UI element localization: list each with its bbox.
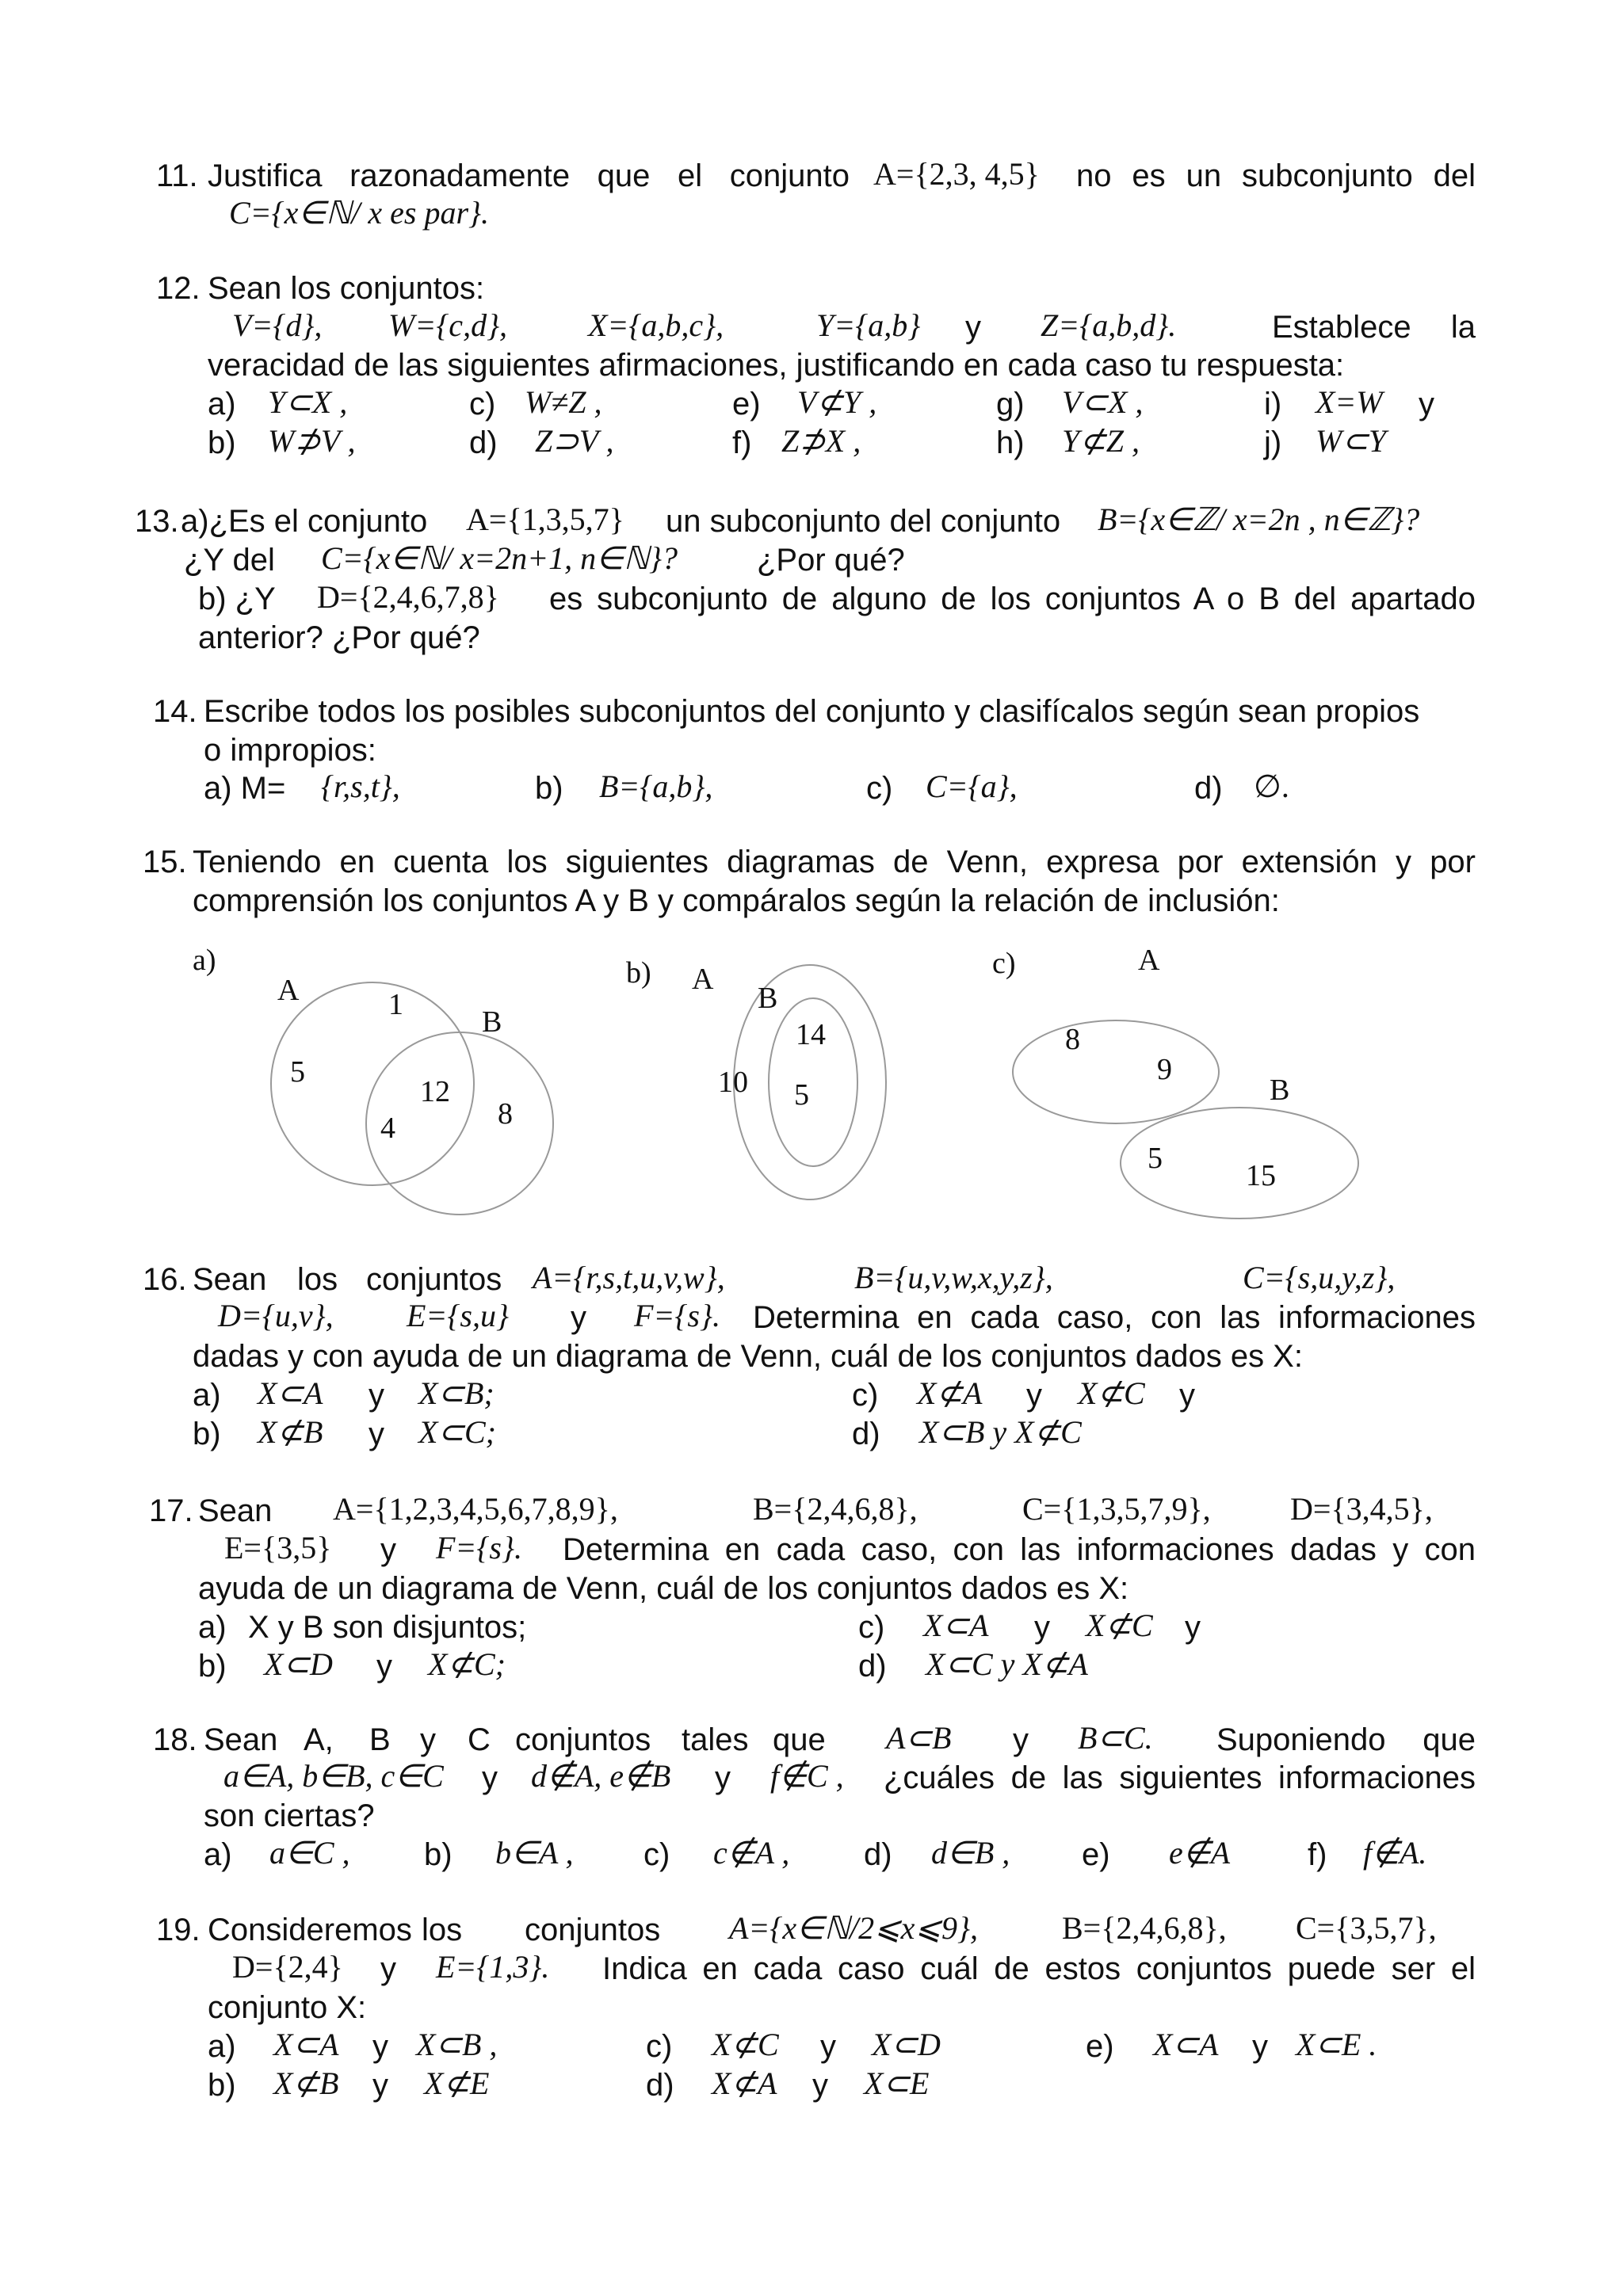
set-expression: A⊂B [886, 1720, 952, 1756]
exercise-text: Establece la [1272, 310, 1476, 345]
item-expression: X⊂A [923, 1608, 989, 1643]
conjunction: y [1034, 1610, 1050, 1645]
set-expression: D={2,4,6,7,8} [317, 579, 499, 615]
exercise-number: 15. [143, 845, 187, 879]
set-expression: F={s}. [436, 1530, 522, 1566]
set-expression: C={x∈ℕ/ x=2n+1, n∈ℕ}? [321, 540, 678, 576]
item-label: e) [1082, 1837, 1110, 1872]
exercise-number: 19. [156, 1913, 200, 1947]
exercise-text: Determina en cada caso, con las informaciones dadas y con [563, 1532, 1476, 1567]
exercise-text: b) ¿Y [198, 582, 276, 616]
item-label: i) [1264, 387, 1282, 421]
set-expression: A={x∈ℕ/2⩽x⩽9}, [729, 1910, 978, 1946]
item-label: a) [193, 1378, 221, 1413]
set-expression: Z={a,b,d}. [1041, 307, 1177, 343]
item-expression: X⊄E [424, 2065, 490, 2101]
element: 15 [1246, 1159, 1276, 1192]
item-label: d) [646, 2068, 674, 2103]
item-expression: X⊄A [917, 1375, 983, 1411]
item-expression: X⊂C; [418, 1414, 496, 1450]
element: 4 [380, 1112, 395, 1145]
set-expression: E={1,3}. [436, 1949, 550, 1985]
item-expression: b∈A , [495, 1835, 574, 1871]
item-expression: X⊂A [273, 2027, 339, 2062]
conjunction: y [571, 1300, 586, 1335]
exercise-text: no es un subconjunto del [1076, 158, 1476, 193]
item-expression: X⊄A [712, 2065, 777, 2101]
item-label: d) [864, 1837, 892, 1872]
element: 1 [388, 988, 403, 1021]
conjunction: y [1419, 387, 1434, 421]
set-a-label: A [692, 963, 714, 996]
item-label: d) [1194, 771, 1223, 806]
exercise-text: son ciertas? [204, 1798, 375, 1833]
exercise-text: Suponiendo que [1216, 1722, 1476, 1757]
element: 5 [1148, 1142, 1163, 1175]
set-b-label: B [758, 982, 778, 1015]
set-b-label: B [1270, 1074, 1290, 1107]
item-expression: W⊅V , [268, 423, 356, 459]
exercise-number: 12. [156, 271, 200, 306]
set-expression: D={3,4,5}, [1290, 1491, 1433, 1527]
set-expression: A={1,3,5,7} [466, 502, 624, 537]
set-expression: B={x∈ℤ/ x=2n , n∈ℤ}? [1098, 502, 1420, 537]
item-label: c) [866, 771, 893, 806]
conjunction: y [369, 1417, 384, 1451]
element: 5 [290, 1055, 305, 1089]
exercise-number: 13. [135, 504, 179, 539]
set-expression: C={x∈ℕ/ x es par}. [229, 195, 490, 231]
set-expression: D={2,4} [232, 1949, 343, 1985]
item-label: b) [208, 425, 236, 460]
item-expression: a∈C , [269, 1835, 350, 1871]
item-label: b) [198, 1649, 227, 1684]
set-expression: A={2,3, 4,5} [873, 156, 1040, 192]
exercise-text: C [468, 1722, 491, 1757]
item-expression: V⊂X , [1062, 384, 1144, 420]
item-label: c) [646, 2029, 673, 2064]
item-expression: X⊂B , [416, 2027, 498, 2062]
conjunction: y [1013, 1722, 1029, 1757]
set-expression: d∉A, e∉B [531, 1758, 671, 1794]
item-expression: W⊂Y [1316, 423, 1387, 459]
set-expression: C={s,u,y,z}, [1243, 1260, 1396, 1295]
conjunction: y [1026, 1378, 1042, 1413]
conjunction: y [812, 2068, 828, 2103]
set-a-label: A [1138, 944, 1160, 977]
element: 8 [498, 1097, 513, 1131]
venn-diagram-b [626, 956, 886, 1199]
item-label: j) [1264, 425, 1282, 460]
exercise-text: ¿Y del [184, 543, 275, 578]
item-expression: X⊂D [872, 2027, 941, 2062]
exercise-text: comprensión los conjuntos A y B y compáralos según la relación de inclusión: [193, 883, 1280, 918]
exercise-text: veracidad de las siguientes afirmaciones, justificando en cada caso tu respuesta: [208, 348, 1345, 383]
exercise-text: Sean [193, 1262, 267, 1297]
item-label: b) [535, 771, 563, 806]
set-expression: B={u,v,w,x,y,z}, [854, 1260, 1053, 1295]
item-label: d) [852, 1417, 880, 1451]
exercise-text: los [297, 1262, 338, 1297]
set-a-label: A [277, 974, 300, 1007]
item-expression: X⊄C; [428, 1646, 506, 1682]
exercise-number: 11. [156, 158, 198, 193]
item-expression: X⊄B [258, 1414, 323, 1450]
item-expression: X⊄B [273, 2065, 339, 2101]
item-label: f) [732, 425, 752, 460]
exercise-text: los [422, 1913, 463, 1947]
item-label: a) [208, 387, 236, 421]
item-text: X y B son disjuntos; [248, 1610, 527, 1645]
exercise-number: 14. [153, 694, 197, 729]
set-expression: F={s}. [634, 1298, 720, 1333]
item-expression: X=W [1316, 384, 1383, 420]
exercise-text: Sean los conjuntos: [208, 271, 485, 306]
item-label: e) [1086, 2029, 1114, 2064]
set-expression: E={s,u} [407, 1298, 509, 1333]
item-expression: {r,s,t}, [321, 769, 400, 804]
item-expression: B={a,b}, [599, 769, 713, 804]
exercise-text: un subconjunto del conjunto [666, 504, 1061, 539]
diagram-label: c) [992, 947, 1016, 980]
exercise-text: Sean [198, 1493, 273, 1528]
item-label: e) [732, 387, 761, 421]
set-expression: X={a,b,c}, [588, 307, 724, 343]
set-expression: E={3,5} [224, 1530, 332, 1566]
exercise-text: dadas y con ayuda de un diagrama de Venn, cuál de los conjuntos dados es X: [193, 1339, 1303, 1374]
element: 8 [1065, 1023, 1080, 1056]
set-expression: W={c,d}, [388, 307, 508, 343]
conjunction: y [820, 2029, 836, 2064]
diagram-label: b) [626, 956, 651, 990]
exercise-text: Teniendo en cuenta los siguientes diagramas de Venn, expresa por extensión y por [193, 845, 1476, 879]
set-expression: D={u,v}, [218, 1298, 334, 1333]
item-label: a) [198, 1610, 227, 1645]
item-expression: ∅. [1254, 769, 1289, 804]
exercise-text: tales [682, 1722, 749, 1757]
exercise-text: Escribe todos los posibles subconjuntos del conjunto y clasifícalos según sean propios [204, 694, 1420, 729]
item-expression: d∈B , [931, 1835, 1010, 1871]
set-expression: B={2,4,6,8}, [753, 1491, 918, 1527]
item-label: c) [469, 387, 496, 421]
item-label: g) [996, 387, 1025, 421]
item-label: b) [193, 1417, 221, 1451]
element: 10 [718, 1066, 748, 1099]
item-expression: X⊂E . [1296, 2027, 1377, 2062]
item-label: b) [208, 2068, 236, 2103]
conjunction: y [369, 1378, 384, 1413]
set-a-circle [1013, 1020, 1219, 1123]
conjunction: y [965, 310, 981, 345]
exercise-text: o impropios: [204, 733, 376, 768]
item-expression: X⊂D [264, 1646, 333, 1682]
exercise-text: Indica en cada caso cuál de estos conjuntos puede ser el [602, 1951, 1476, 1986]
item-expression: X⊂C y X⊄A [926, 1646, 1088, 1682]
exercise-text: conjuntos [515, 1722, 651, 1757]
set-expression: C={1,3,5,7,9}, [1022, 1491, 1211, 1527]
exercise-text: ¿cuáles de las siguientes informaciones [884, 1760, 1476, 1795]
set-a-circle [734, 965, 886, 1199]
item-expression: C={a}, [926, 769, 1018, 804]
conjunction: y [376, 1649, 392, 1684]
set-expression: B={2,4,6,8}, [1062, 1910, 1227, 1946]
exercise-text: conjunto X: [208, 1990, 367, 2025]
exercise-text: ¿Por qué? [757, 543, 905, 578]
item-label: d) [469, 425, 498, 460]
conjunction: y [1185, 1610, 1201, 1645]
conjunction: y [715, 1760, 731, 1795]
item-label: c) [852, 1378, 879, 1413]
item-expression: X⊄C [1086, 1608, 1153, 1643]
item-expression: X⊄C [1078, 1375, 1145, 1411]
conjunction: y [1252, 2029, 1268, 2064]
item-expression: X⊂A [1153, 2027, 1219, 2062]
item-expression: X⊂A [258, 1375, 323, 1411]
exercise-text: A, [304, 1722, 334, 1757]
exercise-text: anterior? ¿Por qué? [198, 620, 480, 655]
conjunction: y [1179, 1378, 1195, 1413]
item-label: h) [996, 425, 1025, 460]
set-expression: B⊂C. [1078, 1720, 1153, 1756]
item-label: f) [1308, 1837, 1327, 1872]
set-expression: C={3,5,7}, [1296, 1910, 1437, 1946]
element: 14 [796, 1018, 826, 1051]
set-b-label: B [482, 1005, 502, 1039]
item-label: a) [208, 2029, 236, 2064]
exercise-text: a)¿Es el conjunto [181, 504, 428, 539]
set-expression: V={d}, [232, 307, 323, 343]
item-expression: e∉A [1169, 1835, 1231, 1871]
set-expression: Y={a,b} [816, 307, 921, 343]
item-label: c) [858, 1610, 885, 1645]
item-expression: X⊂E [864, 2065, 930, 2101]
exercise-text: ayuda de un diagrama de Venn, cuál de los conjuntos dados es X: [198, 1571, 1129, 1606]
conjunction: y [372, 2068, 388, 2103]
item-label: b) [424, 1837, 453, 1872]
item-expression: V⊄Y , [797, 384, 877, 420]
item-expression: Y⊄Z , [1062, 423, 1140, 459]
item-expression: X⊂B y X⊄C [919, 1414, 1082, 1450]
set-expression: a∈A, b∈B, c∈C [223, 1758, 444, 1794]
exercise-text: que [773, 1722, 826, 1757]
conjunction: y [380, 1532, 396, 1567]
exercise-number: 17. [149, 1493, 193, 1528]
venn-diagram-c [992, 944, 1358, 1219]
item-label: a) M= [204, 771, 286, 806]
item-label: c) [643, 1837, 670, 1872]
exercise-number: 16. [143, 1262, 187, 1297]
item-expression: W≠Z , [525, 384, 602, 420]
exercise-text: y [420, 1722, 436, 1757]
element: 12 [420, 1075, 450, 1108]
item-expression: c∉A , [713, 1835, 790, 1871]
set-expression: A={r,s,t,u,v,w}, [533, 1260, 725, 1295]
set-expression: A={1,2,3,4,5,6,7,8,9}, [333, 1491, 618, 1527]
exercise-text: Determina en cada caso, con las informaciones [753, 1300, 1476, 1335]
element: 5 [794, 1078, 809, 1112]
exercise-text: Consideremos [208, 1913, 412, 1947]
item-expression: Z⊅X , [781, 423, 861, 459]
conjunction: y [380, 1951, 396, 1986]
venn-diagram-a [193, 944, 553, 1215]
item-expression: Y⊂X , [268, 384, 348, 420]
element: 9 [1157, 1053, 1172, 1086]
exercise-text: es subconjunto de alguno de los conjuntos A o B del apartado [549, 582, 1476, 616]
item-expression: X⊂B; [418, 1375, 495, 1411]
conjunction: y [482, 1760, 498, 1795]
diagram-label: a) [193, 944, 216, 977]
item-label: a) [204, 1837, 232, 1872]
exercise-text: Sean [204, 1722, 278, 1757]
exercise-text: B [369, 1722, 391, 1757]
exercise-number: 18. [153, 1722, 197, 1757]
exercise-text: conjuntos [525, 1913, 661, 1947]
item-label: d) [858, 1649, 887, 1684]
exercise-text: Justifica razonadamente que el conjunto [208, 158, 850, 193]
item-expression: X⊄C [712, 2027, 779, 2062]
set-expression: f∉C , [770, 1758, 844, 1794]
exercise-text: conjuntos [366, 1262, 502, 1297]
item-expression: f∉A. [1363, 1835, 1427, 1871]
conjunction: y [372, 2029, 388, 2064]
item-expression: Z⊃V , [535, 423, 614, 459]
